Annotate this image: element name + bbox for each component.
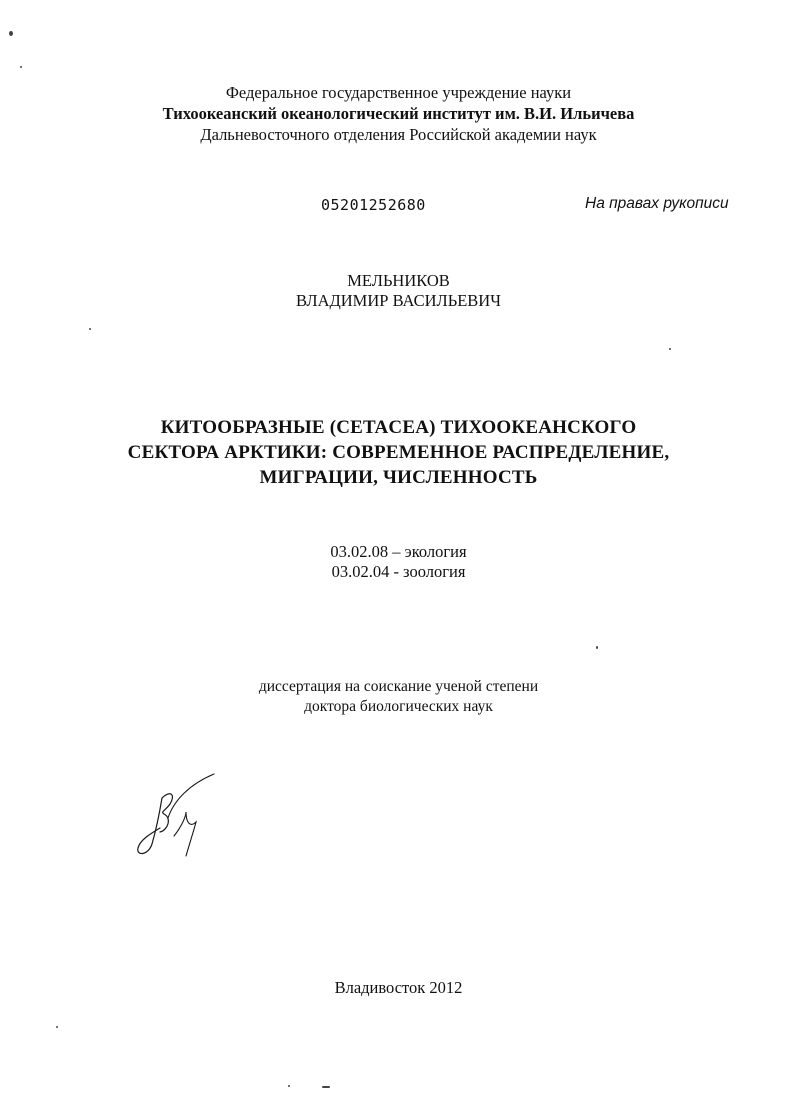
title-line-1: КИТООБРАЗНЫЕ (CETACEA) ТИХООКЕАНСКОГО [160,417,637,438]
scan-speck [669,348,671,350]
scan-speck [288,1085,290,1087]
scan-speck [20,66,22,68]
institution-line-3: Дальневосточного отделения Российской академии наук [200,125,597,144]
scan-speck [89,328,91,330]
institution-line-2: Тихоокеанский океанологический институт им. В.И. Ильичева [162,104,635,123]
author-given-names: ВЛАДИМИР ВАСИЛЬЕВИЧ [296,291,501,310]
handwritten-signature [130,770,230,865]
manuscript-note: На правах рукописи [585,195,729,212]
author-surname: МЕЛЬНИКОВ [347,271,450,290]
title-line-3: МИГРАЦИИ, ЧИСЛЕННОСТЬ [259,467,538,488]
catalog-code: 05201252680 [321,196,426,214]
specialty-codes [0,542,797,582]
degree-line-1: диссертация на соискание ученой степени [258,678,539,695]
degree-statement [0,677,797,717]
scan-speck [9,31,13,36]
title-line-2: СЕКТОРА АРКТИКИ: СОВРЕМЕННОЕ РАСПРЕДЕЛЕНИЕ, [127,442,670,463]
scan-speck [56,1026,58,1028]
scan-speck [596,646,598,649]
scan-speck [322,1086,330,1088]
specialty-line-2: 03.02.04 - зоология [331,562,466,581]
degree-line-2: доктора биологических наук [304,698,493,715]
thesis-title [0,415,797,490]
city-year: Владивосток 2012 [334,978,463,997]
specialty-line-1: 03.02.08 – экология [330,542,467,561]
author-block [0,271,797,311]
institution-header [0,82,797,145]
institution-line-1: Федеральное государственное учреждение науки [225,83,572,102]
